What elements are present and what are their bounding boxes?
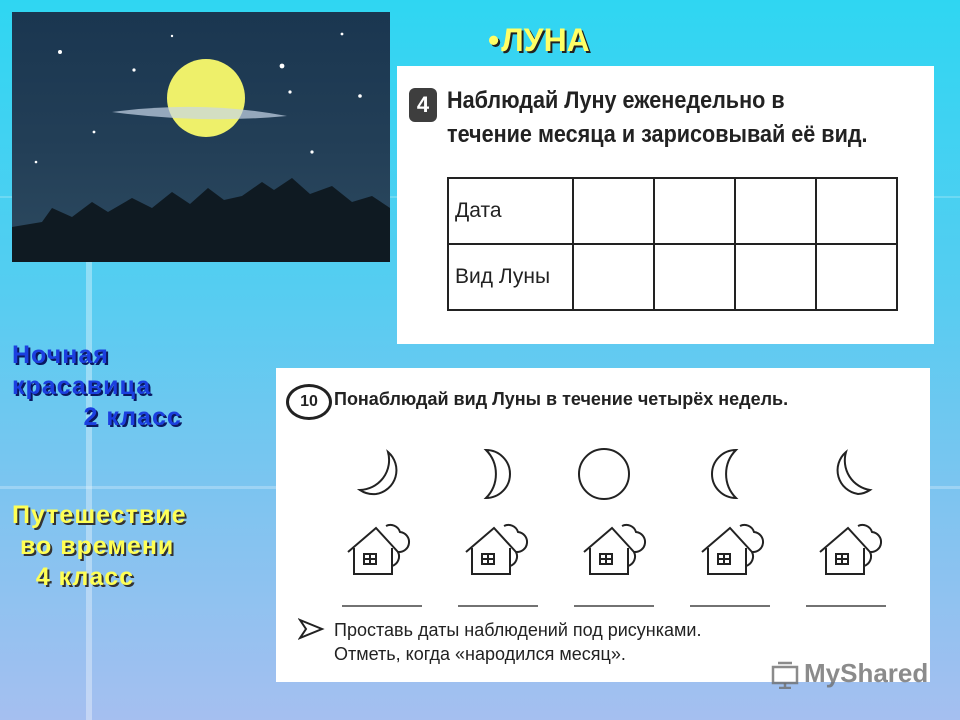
exercise-10-text: Понаблюдай вид Луны в течение четырёх недель. bbox=[334, 389, 789, 409]
table-cell bbox=[573, 178, 654, 244]
arrow-icon bbox=[298, 618, 326, 640]
row-label-date: Дата bbox=[448, 178, 573, 244]
watermark bbox=[770, 658, 928, 688]
house-icon bbox=[348, 525, 409, 574]
table-cell bbox=[816, 178, 897, 244]
table-cell bbox=[816, 244, 897, 310]
slide-title bbox=[488, 22, 590, 59]
instruction-line: Отметь, когда «народился месяц». bbox=[334, 644, 626, 664]
moon bbox=[167, 59, 245, 137]
exercise-4-text: Наблюдай Луну еженедельно в течение месяца и зарисовывай её вид. bbox=[447, 87, 868, 148]
house-icon bbox=[702, 525, 763, 574]
table-cell bbox=[735, 178, 816, 244]
grade-4-label: Путешествие во времени 4 класс bbox=[12, 501, 187, 591]
night-moon-photo bbox=[12, 12, 390, 262]
moon-phase-drawings bbox=[326, 444, 906, 614]
moon-phase-icon bbox=[712, 450, 736, 498]
row-label-moon-view: Вид Луны bbox=[448, 244, 573, 310]
exercise-number-badge: 4 bbox=[409, 88, 437, 122]
table-cell bbox=[654, 178, 735, 244]
bullet: • bbox=[488, 22, 500, 58]
presentation-icon bbox=[770, 661, 800, 689]
moon-phase-icon bbox=[486, 450, 510, 498]
exercise-4-panel bbox=[397, 66, 934, 344]
table-cell bbox=[735, 244, 816, 310]
house-icon bbox=[466, 525, 527, 574]
observation-table bbox=[447, 177, 898, 311]
instruction-line: Проставь даты наблюдений под рисунками. bbox=[334, 620, 702, 640]
watermark-text: MyShared bbox=[804, 658, 929, 688]
grade-2-label: Ночная красавица 2 класс bbox=[12, 341, 182, 431]
exercise-number-badge: 10 bbox=[286, 384, 332, 420]
house-icon bbox=[820, 525, 881, 574]
title-text: ЛУНА bbox=[501, 22, 590, 58]
table-cell bbox=[573, 244, 654, 310]
cloud bbox=[112, 107, 287, 119]
moon-phase-icon bbox=[360, 452, 396, 494]
table-row bbox=[448, 244, 897, 310]
exercise-10-panel bbox=[276, 368, 930, 682]
table-row bbox=[448, 178, 897, 244]
house-icon bbox=[584, 525, 645, 574]
decor-streak bbox=[86, 262, 92, 720]
table-cell bbox=[654, 244, 735, 310]
moon-phase-icon bbox=[579, 449, 629, 499]
moon-phase-icon bbox=[838, 452, 870, 494]
moon-illustration bbox=[12, 12, 390, 262]
forest-silhouette bbox=[12, 178, 390, 262]
